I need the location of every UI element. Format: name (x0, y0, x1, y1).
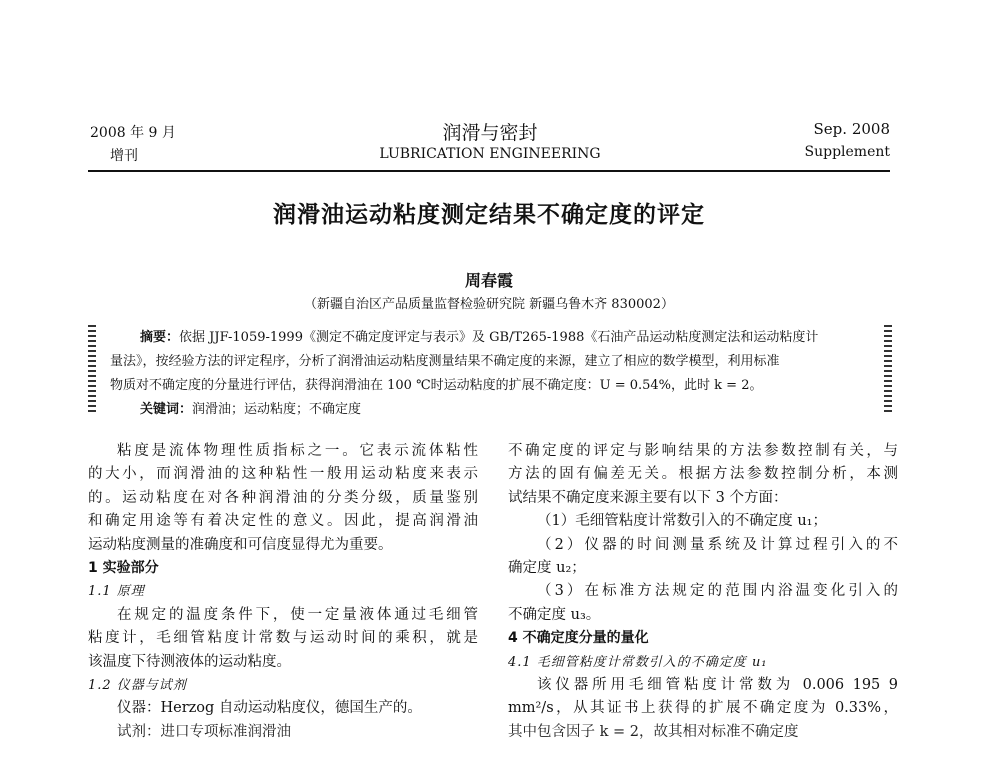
body-text-line: 在规定的温度条件下，使一定量液体通过毛细管 (117, 606, 478, 623)
body-text-line: 确定度 u₂； (508, 559, 586, 576)
header-rule (88, 170, 890, 172)
abstract-border-left (88, 325, 96, 413)
body-column-right (508, 440, 898, 744)
body-text-line: 运动粘度测量的准确度和可信度显得尤为重要。 (88, 536, 393, 553)
body-text-line: 不确定度的评定与影响结果的方法参数控制有关，与 (508, 443, 898, 459)
abstract-line-1: 摘要：依据 JJF-1059-1999《测定不确定度评定与表示》及 GB/T265-1988《石油产品运动粘度测定法和运动粘度计 (140, 330, 819, 345)
body-text-line: 不确定度 u₃。 (508, 606, 601, 623)
article-affiliation: （新疆自治区产品质量监督检验研究院 新疆乌鲁木齐 830002） (304, 297, 674, 312)
body-text-line: 方法的固有偏差无关。根据方法参数控制分析，本测 (508, 466, 898, 483)
section-heading: 4 不确定度分量的量化 (508, 630, 649, 647)
header-issue-en: Supplement (804, 144, 890, 160)
body-text-line: 该温度下待测液体的运动粘度。 (88, 653, 291, 670)
journal-name-en: LUBRICATION ENGINEERING (379, 146, 601, 162)
body-text-line: （1）毛细管粘度计常数引入的不确定度 u₁； (537, 513, 827, 530)
subsection-heading: 1.2 仪器与试剂 (88, 677, 187, 693)
body-text-line: mm²/s，从其证书上获得的扩展不确定度为 0.33%， (508, 700, 898, 717)
body-text-line: 其中包含因子 k = 2，故其相对标准不确定度 (508, 723, 799, 740)
keywords-line (140, 398, 902, 417)
body-text-line: 的大小，而润滑油的这种粘性一般用运动粘度来表示 (88, 466, 478, 483)
journal-name-cn: 润滑与密封 (442, 122, 538, 144)
body-text-line: 的。运动粘度在对各种润滑油的分类分级，质量鉴别 (88, 489, 478, 506)
header-date-en: Sep. 2008 (813, 120, 890, 138)
abstract-line-3: 物质对不确定度的分量进行评估，获得润滑油在 100 ℃时运动粘度的扩展不确定度：U = 0.54%，此时 k = 2。 (110, 378, 763, 393)
article-title: 润滑油运动粘度测定结果不确定度的评定 (273, 201, 705, 228)
body-text-line: 试结果不确定度来源主要有以下 3 个方面： (508, 489, 788, 506)
abstract-line-2: 量法》，按经验方法的评定程序，分析了润滑油运动粘度测量结果不确定度的来源，建立了相应的数学模型，利用标准 (110, 354, 780, 369)
keywords-label: 关键词： (140, 402, 193, 417)
body-text-line: 粘度计，毛细管粘度计常数与运动时间的乘积，就是 (88, 630, 478, 647)
body-text-line: 和确定用途等有着决定性的意义。因此，提高润滑油 (88, 513, 478, 530)
body-text-line: 粘度是流体物理性质指标之一。它表示流体粘性 (117, 443, 478, 459)
body-text-line: 试剂：进口专项标准润滑油 (117, 723, 291, 740)
section-heading: 1 实验部分 (88, 559, 159, 576)
abstract-label: 摘要： (140, 330, 180, 345)
body-column-left (88, 440, 478, 744)
body-text-line: （3）在标准方法规定的范围内浴温变化引入的 (537, 583, 898, 600)
article-author: 周春霞 (464, 271, 513, 290)
keywords: 润滑油；运动粘度；不确定度 (192, 402, 362, 417)
subsection-heading: 4.1 毛细管粘度计常数引入的不确定度 u₁ (508, 654, 768, 670)
body-text-line: （2）仪器的时间测量系统及计算过程引入的不 (537, 536, 898, 553)
body-text-line: 该仪器所用毛细管粘度计常数为 0.006 195 9 (537, 676, 898, 693)
body-text-line: 仪器：Herzog 自动运动粘度仪，德国生产的。 (117, 700, 422, 717)
subsection-heading: 1.1 原理 (88, 584, 145, 600)
header-date-cn: 2008 年 9 月 (90, 125, 176, 141)
header-issue-cn: 增刊 (110, 148, 138, 164)
